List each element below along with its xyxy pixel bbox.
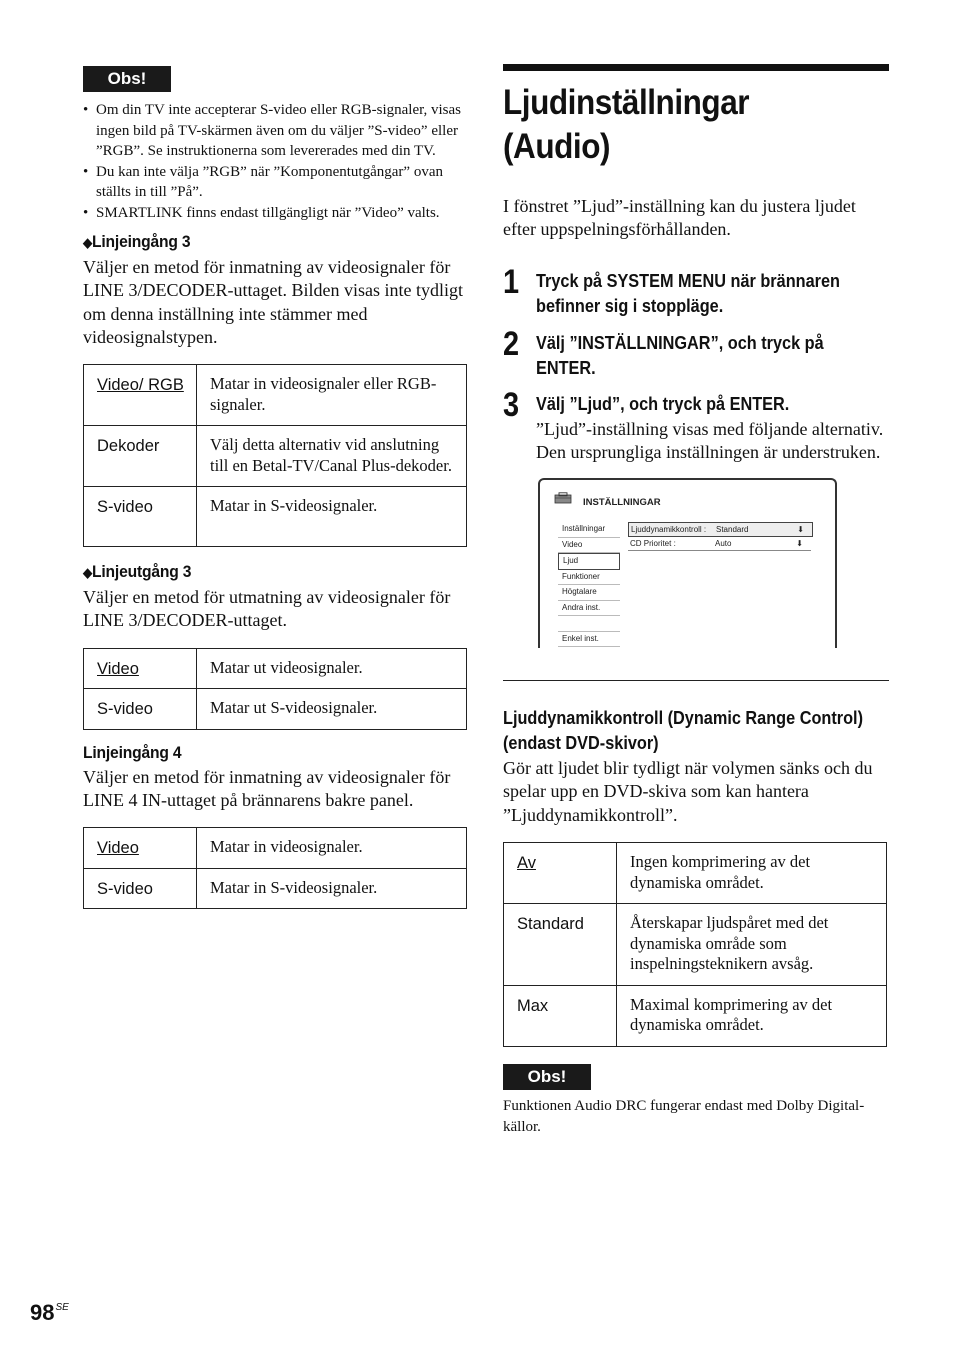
table-row — [84, 487, 467, 547]
table-row — [504, 904, 887, 986]
option-value: Välj detta alternativ vid anslutning till en Betal-TV/Canal Plus-dekoder. — [197, 426, 467, 487]
osd-row — [628, 537, 811, 551]
option-key: S-video — [84, 689, 197, 730]
left-column — [83, 66, 467, 909]
option-value: Matar ut videosignaler. — [197, 648, 467, 689]
step-3 — [503, 385, 889, 465]
osd-menu-item: Funktioner — [558, 570, 620, 586]
osd-menu-item: Enkel inst. — [558, 632, 620, 648]
option-key: Video — [97, 659, 139, 678]
list-item: • Om din TV inte accepterar S-video eller RGB-signaler, visas ingen bild på TV-skärmen även om du väljer ”S-video” eller ”RGB”. Se instruktionerna som levererades med din TV. — [83, 100, 467, 162]
option-value: Matar in S-videosignaler. — [197, 868, 467, 909]
table-row — [84, 365, 467, 426]
table-row — [84, 426, 467, 487]
osd-row-value: Standard — [716, 525, 749, 535]
osd-row-value: Auto — [715, 539, 732, 549]
option-value: Återskapar ljudspåret med det dynamiska område som inspelningsteknikern avsåg. — [617, 904, 887, 986]
osd-menu-item — [558, 616, 620, 632]
down-arrow-icon: ⬇ — [796, 539, 803, 549]
toolbox-icon — [554, 492, 572, 504]
step-2 — [503, 324, 889, 380]
title-rule — [503, 64, 889, 71]
intro-text: I fönstret ”Ljud”-inställning kan du justera ljudet efter uppspelningsförhållanden. — [503, 196, 856, 240]
osd-row-selected — [628, 522, 813, 537]
option-key: Av — [517, 854, 536, 873]
list-item: • SMARTLINK finns endast tillgängligt när ”Video” valts. — [83, 203, 467, 224]
table-row — [84, 868, 467, 909]
step-1 — [503, 262, 889, 318]
step-number: 1 — [503, 262, 520, 301]
note-text: Funktionen Audio DRC fungerar endast med Dolby Digital-källor. — [503, 1097, 865, 1135]
step-text: Tryck på SYSTEM MENU när brännaren befinner sig i stoppläge. — [536, 269, 840, 316]
right-column — [503, 64, 889, 1138]
section-heading-linjeingang-3: ◆Linjeingång 3 — [83, 232, 191, 251]
page-number: $98^{SE}$ — [30, 1300, 69, 1325]
option-key: Video — [97, 839, 139, 858]
option-value: Ingen komprimering av det dynamiska området. — [617, 843, 887, 904]
table-row — [84, 828, 467, 869]
option-value: Matar in videosignaler. — [197, 828, 467, 869]
section-text: Väljer en metod för inmatning av videosignaler för LINE 3/DECODER-uttaget. Bilden visas inte tydligt om denna inställning inte stämmer med videosignalstypen. — [83, 257, 463, 347]
option-key: Dekoder — [84, 426, 197, 487]
section-heading-linjeingang-4: Linjeingång 4 — [83, 742, 182, 762]
section-divider — [503, 680, 889, 681]
option-value: Matar ut S-videosignaler. — [197, 689, 467, 730]
option-key: Standard — [504, 904, 617, 986]
settings-screen-illustration — [538, 478, 837, 648]
options-table — [83, 364, 467, 547]
diamond-icon: ◆ — [83, 565, 93, 581]
osd-row-label: Ljuddynamikkontroll : — [631, 525, 707, 535]
options-table — [83, 648, 467, 730]
options-table — [503, 842, 887, 1047]
option-value: Maximal komprimering av det dynamiska området. — [617, 985, 887, 1046]
step-text: Välj ”INSTÄLLNINGAR”, och tryck på ENTER. — [536, 331, 824, 378]
table-row — [84, 648, 467, 689]
table-row — [504, 985, 887, 1046]
option-value: Matar in S-videosignaler. — [197, 487, 467, 547]
option-key: S-video — [84, 868, 197, 909]
option-key: Video/ RGB — [97, 376, 184, 395]
osd-title: INSTÄLLNINGAR — [583, 497, 661, 509]
step-number: 2 — [503, 324, 520, 363]
section-text: Väljer en metod för utmatning av videosignaler för LINE 3/DECODER-uttaget. — [83, 587, 451, 631]
option-value: Matar in videosignaler eller RGB-signaler. — [197, 365, 467, 426]
list-item: • Du kan inte välja ”RGB” när ”Komponentutgångar” ovan ställts in till ”På”. — [83, 162, 467, 203]
section-text: Väljer en metod för inmatning av videosignaler för LINE 4 IN-uttaget på brännarens bakre panel. — [83, 766, 451, 811]
osd-row-label: CD Prioritet : — [630, 539, 676, 549]
section-text: Gör att ljudet blir tydligt när volymen sänks och du spelar upp en DVD-skiva som kan hantera ”Ljuddynamikkontroll”. — [503, 758, 873, 825]
section-heading: Ljuddynamikkontroll (Dynamic Range Control) (endast DVD-skivor) — [503, 707, 864, 754]
obs-badge: Obs! — [83, 66, 171, 92]
diamond-icon: ◆ — [83, 235, 93, 250]
section-heading-linjeutgang-3: ◆Linjeutgång 3 — [83, 562, 192, 582]
page-title: Ljudinställningar (Audio) — [503, 83, 750, 166]
osd-menu-item-selected: Ljud — [558, 553, 620, 570]
osd-menu-item: Inställningar — [558, 522, 620, 538]
option-key: Max — [504, 985, 617, 1046]
options-table — [83, 827, 467, 909]
osd-menu — [558, 522, 620, 647]
down-arrow-icon: ⬇ — [797, 525, 804, 535]
obs-badge: Obs! — [503, 1064, 591, 1090]
osd-menu-item: Högtalare — [558, 585, 620, 601]
table-row — [504, 843, 887, 904]
option-key: S-video — [84, 487, 197, 547]
step-description: ”Ljud”-inställning visas med följande alternativ. Den ursprungliga inställningen är understruken. — [536, 418, 884, 462]
page-suffix: SE — [55, 1302, 69, 1313]
osd-menu-item: Video — [558, 538, 620, 554]
note-bullet-list — [83, 100, 467, 223]
step-number: 3 — [503, 385, 520, 424]
table-row — [84, 689, 467, 730]
osd-menu-item: Andra inst. — [558, 601, 620, 617]
step-text: Välj ”Ljud”, och tryck på ENTER. — [536, 392, 790, 414]
